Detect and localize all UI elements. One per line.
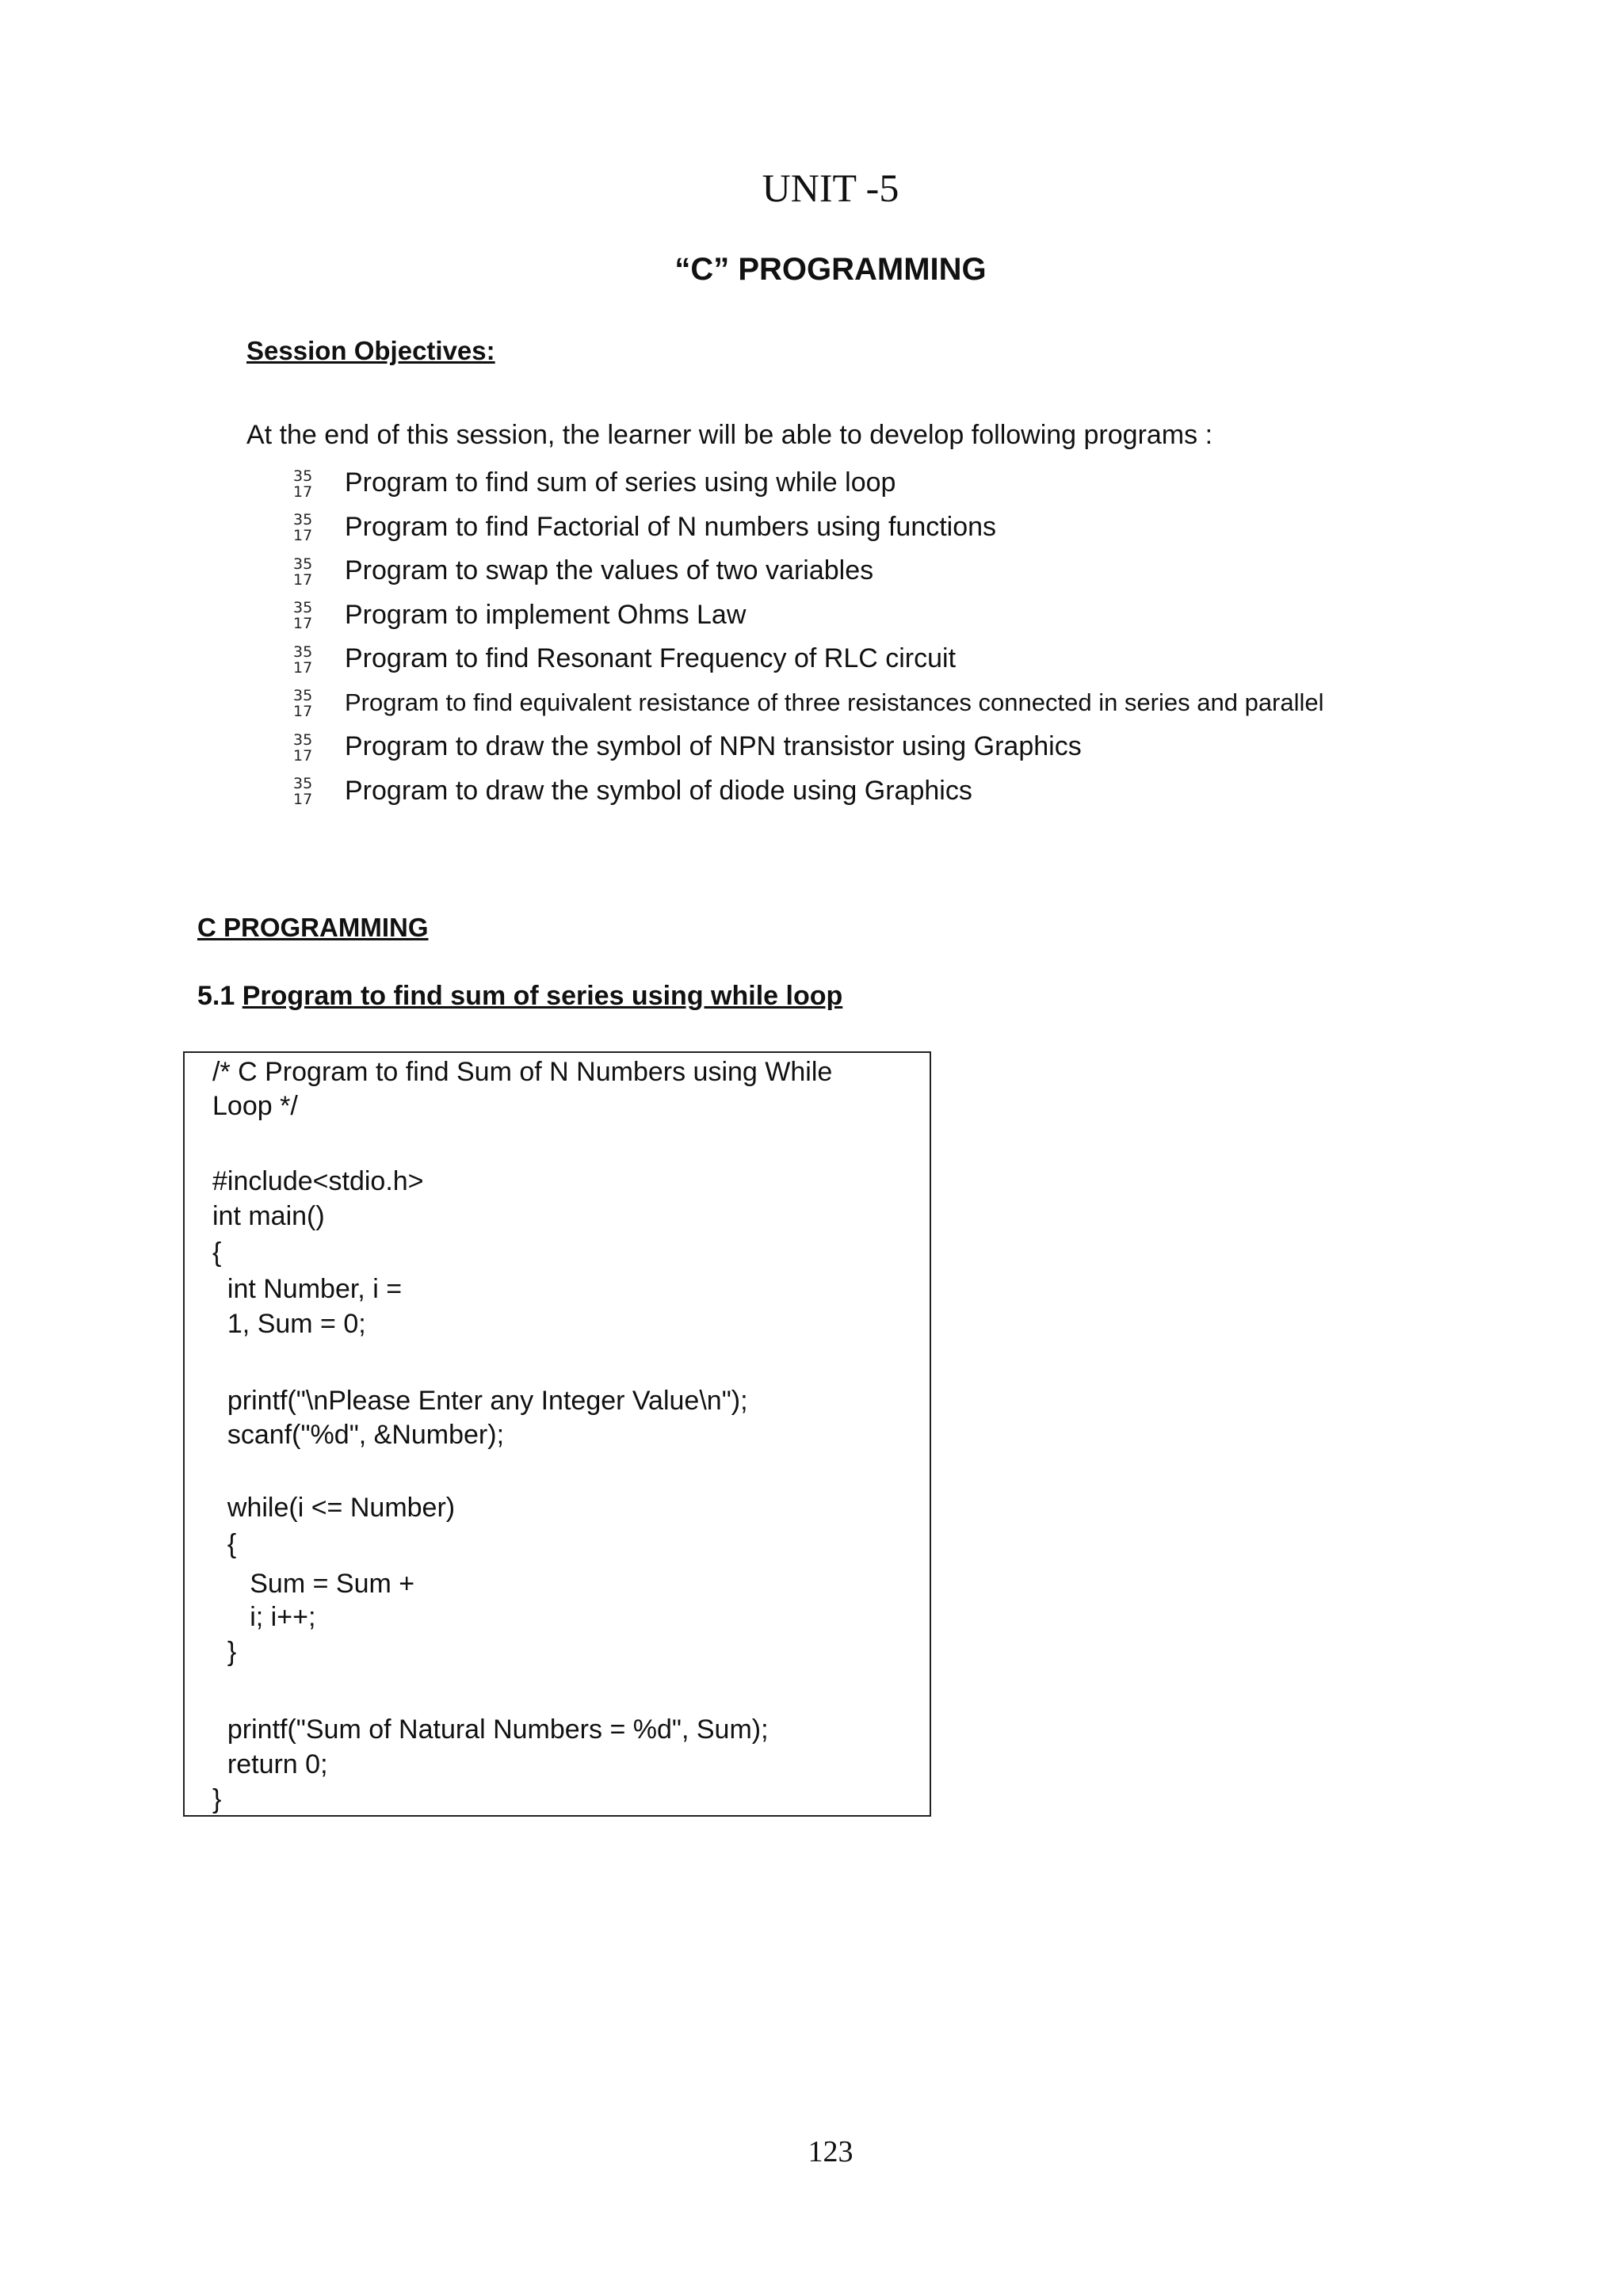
list-item	[293, 593, 1324, 638]
section-heading: C PROGRAMMING	[197, 913, 429, 942]
code-line: 1, Sum = 0;	[212, 1309, 366, 1339]
code-line: Loop */	[212, 1091, 298, 1121]
bullet-marker: 35 17	[293, 687, 313, 721]
page-number: 123	[808, 2135, 854, 2168]
objective-text: Program to find equivalent resistance of three resistances connected in series and parallel	[345, 688, 1324, 717]
objective-text: Program to draw the symbol of diode using Graphics	[345, 775, 972, 806]
objective-text: Program to swap the values of two variables	[345, 555, 874, 586]
code-line: Sum = Sum +	[212, 1569, 415, 1599]
list-item	[293, 461, 1324, 505]
list-item	[293, 549, 1324, 593]
bullet-marker: 35 17	[293, 467, 313, 501]
code-line: int Number, i =	[212, 1274, 403, 1304]
list-item	[293, 681, 1324, 726]
code-line: int main()	[212, 1201, 325, 1231]
code-block	[183, 1051, 931, 1817]
subsection-heading	[197, 981, 842, 1012]
list-item	[293, 505, 1324, 550]
list-item	[293, 637, 1324, 681]
bullet-marker: 35 17	[293, 511, 313, 545]
code-line: {	[212, 1529, 237, 1559]
objective-text: Program to implement Ohms Law	[345, 599, 747, 630]
code-line: }	[212, 1637, 237, 1667]
session-objectives-heading: Session Objectives:	[246, 336, 495, 365]
bullet-marker: 35 17	[293, 555, 313, 589]
objectives-list	[293, 461, 1324, 813]
code-line: while(i <= Number)	[212, 1493, 456, 1523]
code-line: return 0;	[212, 1749, 328, 1779]
code-line: printf("Sum of Natural Numbers = %d", Sum);	[212, 1714, 769, 1745]
unit-title: UNIT -5	[762, 166, 899, 210]
objective-text: Program to find Factorial of N numbers using functions	[345, 511, 997, 542]
code-line: }	[212, 1784, 222, 1814]
bullet-marker: 35 17	[293, 643, 313, 677]
objective-text: Program to find sum of series using while loop	[345, 467, 896, 498]
bullet-marker: 35 17	[293, 599, 313, 633]
code-line: printf("\nPlease Enter any Integer Value\n");	[212, 1386, 748, 1416]
code-line: #include<stdio.h>	[212, 1166, 424, 1196]
list-item	[293, 769, 1324, 814]
code-line: i; i++;	[212, 1602, 316, 1632]
objective-text: Program to find Resonant Frequency of RLC circuit	[345, 643, 957, 674]
objective-text: Program to draw the symbol of NPN transistor using Graphics	[345, 731, 1082, 762]
code-line: {	[212, 1238, 222, 1268]
code-line: /* C Program to find Sum of N Numbers using While	[212, 1057, 833, 1087]
bullet-marker: 35 17	[293, 775, 313, 809]
bullet-marker: 35 17	[293, 730, 313, 765]
code-line: scanf("%d", &Number);	[212, 1420, 505, 1450]
page-title: “C” PROGRAMMING	[674, 252, 987, 287]
list-item	[293, 725, 1324, 769]
subsection-title: Program to find sum of series using while loop	[242, 981, 843, 1011]
objectives-intro: At the end of this session, the learner will be able to develop following programs :	[246, 420, 1213, 450]
subsection-number: 5.1	[197, 981, 235, 1011]
